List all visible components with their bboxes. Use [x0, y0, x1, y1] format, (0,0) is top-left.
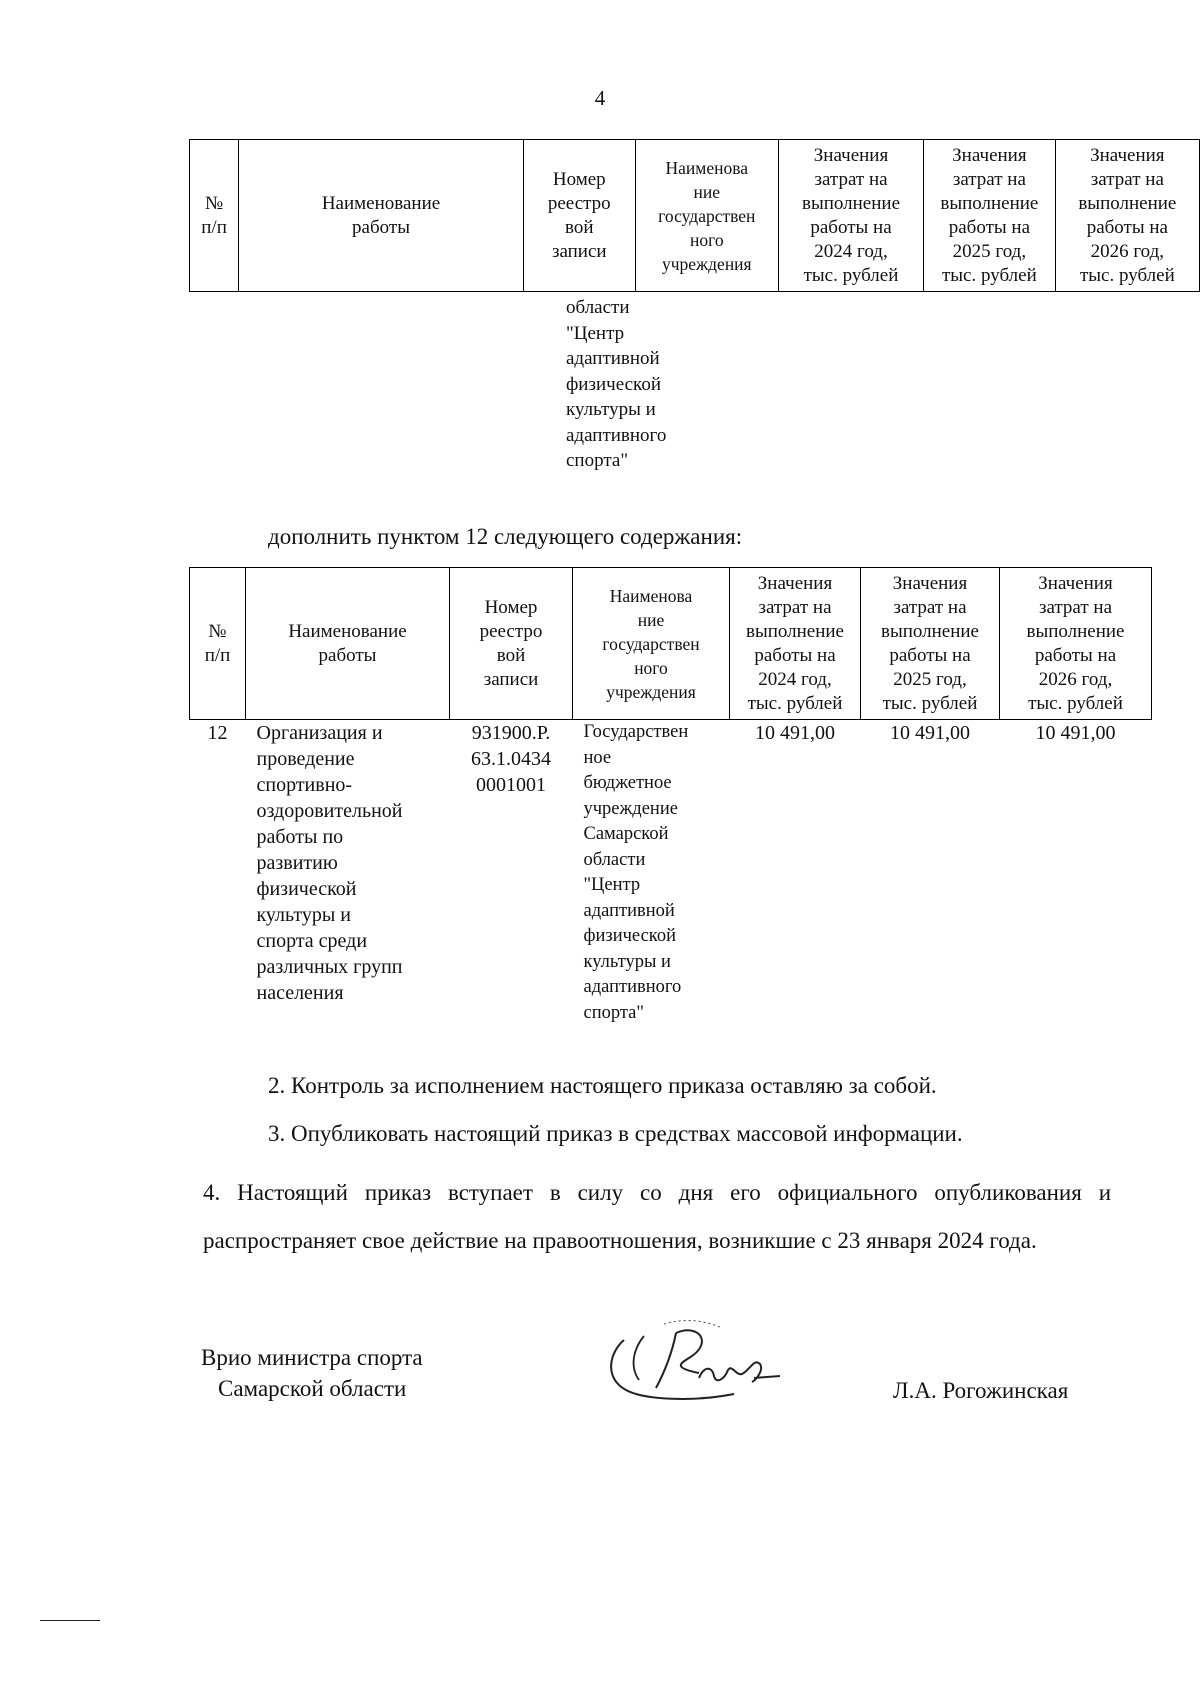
text-line: работы: [352, 216, 410, 238]
header-registry: [523, 140, 635, 292]
text-line: адаптивного: [566, 424, 667, 446]
text-line: "Центр: [566, 322, 625, 344]
header-2025: [861, 568, 1000, 720]
header-2024: [730, 568, 861, 720]
text-line: записи: [551, 240, 607, 262]
text-line: ние: [693, 181, 721, 202]
text-line: работы на: [1086, 216, 1168, 238]
text-line: Организация и: [256, 722, 383, 744]
text-line: работы на: [889, 644, 971, 666]
text-line: "Центр: [583, 875, 641, 895]
text-line: проведение: [256, 748, 355, 770]
header-name: [246, 568, 450, 720]
text-line: Государствен: [583, 722, 689, 742]
row-value-2026: 10 491,00: [1035, 722, 1116, 744]
text-line: Значения: [952, 144, 1027, 166]
text-line: тыс. рублей: [803, 264, 899, 286]
text-line: ное: [583, 747, 612, 768]
header-2026: [1055, 140, 1199, 292]
table-continued: [189, 139, 1200, 292]
table-header-row: [190, 140, 1200, 292]
text-line: тыс. рублей: [941, 264, 1037, 286]
header-2024: [778, 140, 923, 292]
text-line: работы на: [1034, 644, 1117, 666]
text-line: выполнение: [1026, 620, 1125, 642]
text-line: населения: [256, 982, 344, 1004]
text-line: выполнение: [940, 192, 1039, 214]
paragraph-2: 2. Контроль за исполнением настоящего приказа оставляю за собой.: [268, 1073, 937, 1098]
text-line: затрат на: [1038, 596, 1113, 618]
row-work-name: [246, 720, 450, 1027]
text-line: 2024 год,: [814, 240, 888, 262]
footer-rule: [40, 1620, 100, 1621]
text-line: 2024 год,: [758, 668, 832, 690]
text-line: затрат на: [758, 596, 832, 618]
text-line: работы на: [810, 216, 892, 238]
text-line: реестро: [547, 192, 611, 214]
text-line: Значения: [757, 572, 833, 594]
text-line: затрат на: [952, 168, 1026, 190]
paragraph-4: 4. Настоящий приказ вступает в силу со дня его официального опубликования и распространяет свое действие на правоотношения, возникшие с 23 января 2024 года.: [203, 1180, 1111, 1253]
text-line: Значения: [813, 144, 889, 166]
row-value-2024: 10 491,00: [755, 722, 835, 744]
text-line: вой: [496, 644, 526, 666]
text-line: области: [566, 297, 630, 318]
text-line: №: [204, 192, 224, 214]
text-line: учреждение: [583, 798, 678, 819]
text-line: культуры и: [256, 904, 352, 926]
text-line: 2025 год,: [952, 240, 1027, 262]
text-line: Наименова: [665, 157, 749, 178]
text-line: учреждения: [661, 253, 752, 274]
text-line: Самарской: [583, 824, 669, 844]
text-line: адаптивной: [583, 900, 675, 921]
text-line: Значения: [1038, 572, 1113, 594]
text-line: ного: [634, 657, 668, 678]
header-2026: [1000, 568, 1152, 720]
text-line: государствен: [658, 205, 756, 226]
text-line: выполнение: [1078, 192, 1177, 214]
text-line: спортивно-: [256, 774, 353, 796]
header-registry: [450, 568, 573, 720]
paragraph-3: 3. Опубликовать настоящий приказ в средствах массовой информации.: [268, 1121, 963, 1146]
text-line: п/п: [204, 644, 231, 666]
text-line: 2026 год,: [1090, 240, 1165, 262]
text-line: различных групп: [256, 956, 403, 978]
text-line: ного: [690, 229, 724, 250]
text-line: работы на: [948, 216, 1031, 238]
text-line: культуры и: [583, 951, 671, 972]
text-line: 63.1.0434: [471, 748, 551, 770]
text-line: тыс. рублей: [1079, 264, 1175, 286]
header-2025: [924, 140, 1056, 292]
text-line: 2026 год,: [1038, 668, 1113, 690]
text-line: физической: [583, 926, 676, 946]
text-line: записи: [483, 668, 539, 690]
signatory-title-line-2: Самарской области: [218, 1376, 407, 1401]
text-line: работы на: [754, 644, 836, 666]
text-line: спорта": [566, 450, 629, 471]
lead-text: дополнить пунктом 12 следующего содержания:: [268, 524, 743, 549]
row-registry-number: [450, 720, 573, 1027]
header-name: [239, 140, 524, 292]
text-line: спорта": [583, 1002, 644, 1023]
text-line: адаптивной: [566, 348, 660, 369]
text-line: Наименование: [321, 192, 441, 214]
text-line: бюджетное: [583, 773, 672, 793]
text-line: развитию: [256, 852, 338, 874]
text-line: культуры и: [566, 399, 656, 420]
page-number: 4: [594, 86, 606, 110]
text-line: затрат на: [814, 168, 888, 190]
text-line: выполнение: [745, 620, 844, 642]
text-line: 931900.Р.: [471, 722, 551, 744]
text-line: Номер: [484, 596, 538, 618]
text-line: Значения: [892, 572, 968, 594]
text-line: вой: [565, 216, 594, 238]
signatory-title: [201, 1342, 423, 1404]
text-line: работы по: [256, 826, 344, 848]
text-line: физической: [256, 878, 357, 900]
text-line: п/п: [201, 216, 227, 238]
signatory-title-line-1: Врио министра спорта: [201, 1345, 423, 1370]
text-line: учреждения: [606, 681, 696, 702]
text-line: физической: [566, 373, 661, 395]
header-institution: [573, 568, 730, 720]
text-line: Номер: [552, 168, 606, 190]
header-num: [190, 568, 246, 720]
text-line: выполнение: [880, 620, 979, 642]
text-line: затрат на: [893, 596, 967, 618]
header-num: [190, 140, 239, 292]
text-line: реестро: [479, 620, 543, 642]
signatory-name: Л.А. Рогожинская: [893, 1378, 1069, 1403]
table-row: [190, 720, 1152, 1027]
text-line: выполнение: [802, 192, 901, 214]
row-value-2025: 10 491,00: [890, 722, 970, 744]
text-line: Наименова: [609, 585, 693, 606]
text-line: адаптивного: [583, 977, 682, 997]
text-line: тыс. рублей: [747, 692, 843, 714]
text-line: 0001001: [476, 774, 546, 796]
text-line: тыс. рублей: [882, 692, 978, 714]
text-line: спорта среди: [256, 930, 368, 952]
text-line: ние: [637, 609, 665, 630]
table-header-row: [190, 568, 1152, 720]
text-line: оздоровительной: [256, 800, 403, 822]
text-line: Наименование: [288, 620, 407, 642]
text-line: работы: [318, 644, 377, 666]
handwritten-signature: [604, 1318, 804, 1418]
text-line: тыс. рублей: [1028, 692, 1123, 714]
text-line: Значения: [1090, 144, 1165, 166]
text-line: области: [583, 849, 646, 870]
text-line: государствен: [602, 633, 700, 654]
text-line: №: [208, 620, 227, 642]
text-line: 2025 год,: [893, 668, 967, 690]
continued-institution-text: [566, 295, 726, 474]
text-line: затрат на: [1090, 168, 1164, 190]
header-institution: [635, 140, 778, 292]
table-item-12: [189, 567, 1152, 1026]
row-number: 12: [207, 722, 228, 744]
row-institution: [573, 720, 730, 1027]
